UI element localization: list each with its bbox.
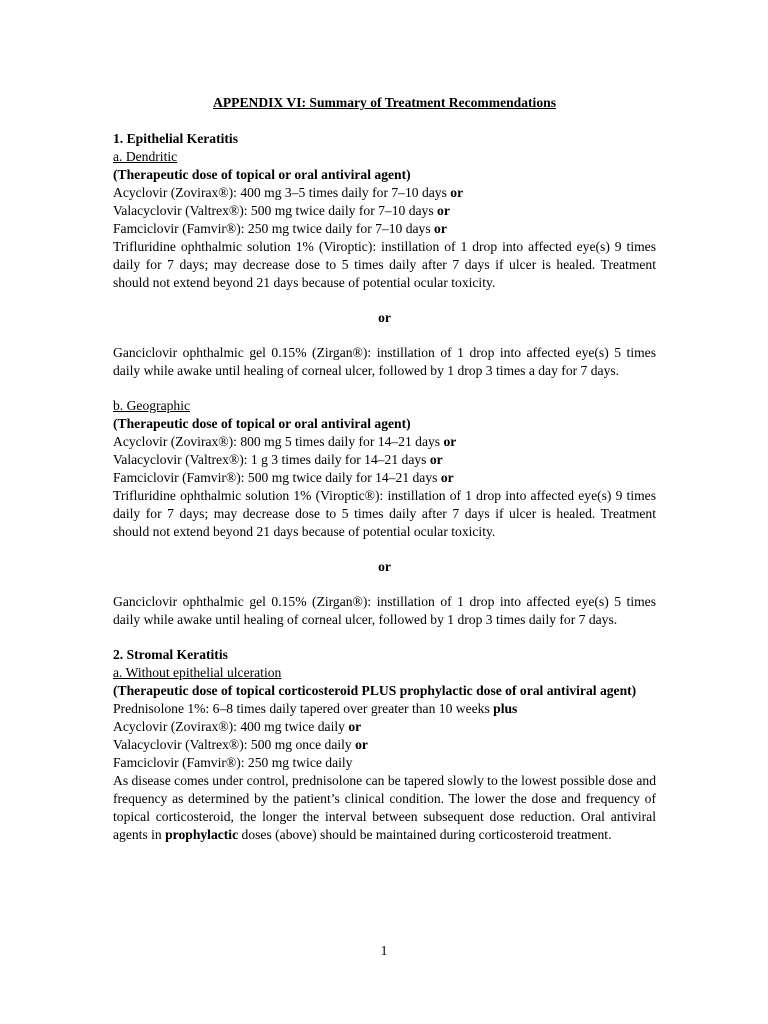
page-title: APPENDIX VI: Summary of Treatment Recommendations — [213, 95, 556, 110]
section-heading-stromal-keratitis: 2. Stromal Keratitis — [113, 647, 228, 662]
or-separator: or — [378, 559, 391, 574]
or-separator: or — [378, 310, 391, 325]
dose-note: (Therapeutic dose of topical corticosteroid PLUS prophylactic dose of oral antiviral agent) — [113, 683, 637, 698]
treatment-line: Prednisolone 1%: 6–8 times daily tapered over greater than 10 weeks plus — [113, 701, 518, 716]
ganciclovir-paragraph: Ganciclovir ophthalmic gel 0.15% (Zirgan®): instillation of 1 drop into affected eye(s) 5 times daily while awake until healing of corneal ulcer, followed by 1 drop 3 times daily for 7 days. — [113, 594, 656, 627]
tapering-paragraph: As disease comes under control, prednisolone can be tapered slowly to the lowest possible dose and frequency as determined by the patient’s clinical condition. The lower the dose and frequency of topical corticosteroid, the longer the interval between subsequent dose reduction. Oral antiviral agents in prophylactic doses (above) should be maintained during corticosteroid treatment. — [113, 773, 656, 842]
subheading-geographic: b. Geographic — [113, 398, 191, 413]
treatment-line: Valacyclovir (Valtrex®): 1 g 3 times daily for 14–21 days or — [113, 452, 443, 467]
treatment-line: Acyclovir (Zovirax®): 400 mg twice daily or — [113, 719, 362, 734]
section-heading-epithelial-keratitis: 1. Epithelial Keratitis — [113, 131, 238, 146]
dose-note: (Therapeutic dose of topical or oral antiviral agent) — [113, 416, 411, 431]
treatment-line: Famciclovir (Famvir®): 500 mg twice daily for 14–21 days or — [113, 470, 454, 485]
trifluridine-paragraph: Trifluridine ophthalmic solution 1% (Viroptic®): instillation of 1 drop into affected eye(s) 9 times daily for 7 days; may decrease dose to 5 times daily after 7 days if ulcer is healed. Treatment should not extend beyond 21 days because of potential ocular toxicity. — [113, 488, 656, 539]
treatment-line: Acyclovir (Zovirax®): 800 mg 5 times daily for 14–21 days or — [113, 434, 457, 449]
treatment-line: Valacyclovir (Valtrex®): 500 mg twice daily for 7–10 days or — [113, 203, 450, 218]
subheading-dendritic: a. Dendritic — [113, 149, 178, 164]
dose-note: (Therapeutic dose of topical or oral antiviral agent) — [113, 167, 411, 182]
trifluridine-paragraph: Trifluridine ophthalmic solution 1% (Viroptic): instillation of 1 drop into affected eye(s) 9 times daily for 7 days; may decrease dose to 5 times daily after 7 days if ulcer is healed. Treatment should not extend beyond 21 days because of potential ocular toxicity. — [113, 239, 656, 290]
treatment-line: Famciclovir (Famvir®): 250 mg twice daily for 7–10 days or — [113, 221, 447, 236]
ganciclovir-paragraph: Ganciclovir ophthalmic gel 0.15% (Zirgan®): instillation of 1 drop into affected eye(s) 5 times daily while awake until healing of corneal ulcer, followed by 1 drop 3 times a day for 7 days. — [113, 345, 656, 378]
treatment-line: Acyclovir (Zovirax®): 400 mg 3–5 times daily for 7–10 days or — [113, 185, 464, 200]
page-number: 1 — [380, 943, 388, 958]
treatment-line: Famciclovir (Famvir®): 250 mg twice daily — [113, 755, 353, 770]
subheading-without-epithelial-ulceration: a. Without epithelial ulceration — [113, 665, 282, 680]
treatment-line: Valacyclovir (Valtrex®): 500 mg once daily or — [113, 737, 368, 752]
document-body — [113, 94, 656, 844]
